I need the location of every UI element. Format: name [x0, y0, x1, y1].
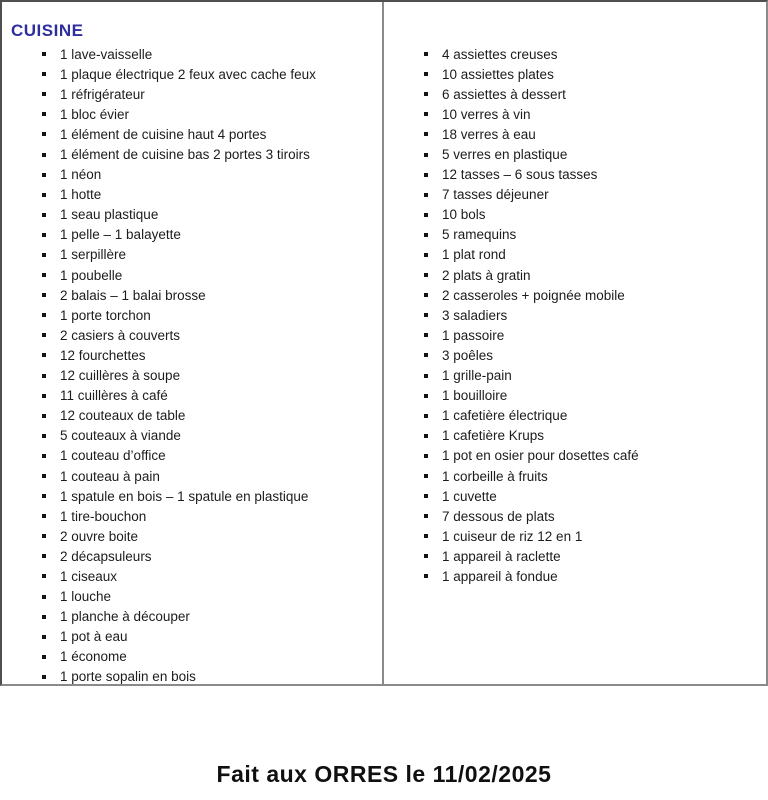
list-item: [2, 647, 382, 667]
list-item-text: 10 assiettes plates: [442, 66, 554, 82]
bullet-square-icon: [42, 635, 46, 639]
list-item: [2, 386, 382, 406]
list-item-text: 1 économe: [60, 649, 127, 665]
list-item-text: 12 couteaux de table: [60, 408, 186, 424]
bullet-square-icon: [42, 52, 46, 56]
bullet-square-icon: [424, 293, 428, 297]
list-item: [2, 325, 382, 345]
list-item: [384, 325, 766, 345]
list-item: [2, 466, 382, 486]
bullet-square-icon: [424, 72, 428, 76]
list-item: [384, 64, 766, 84]
bullet-square-icon: [424, 193, 428, 197]
list-item-text: 1 élément de cuisine bas 2 portes 3 tiroirs: [60, 147, 310, 163]
list-item-text: 1 plaque électrique 2 feux avec cache feux: [60, 66, 316, 82]
bullet-square-icon: [424, 273, 428, 277]
bullet-square-icon: [424, 414, 428, 418]
list-item-text: 10 verres à vin: [442, 106, 531, 122]
bullet-square-icon: [424, 374, 428, 378]
list-item: [384, 144, 766, 164]
list-item-text: 1 plat rond: [442, 247, 506, 263]
list-item-text: 1 cafetière électrique: [442, 408, 568, 424]
bullet-square-icon: [42, 233, 46, 237]
list-item: [384, 406, 766, 426]
bullet-square-icon: [424, 534, 428, 538]
inventory-column-right: [384, 2, 766, 684]
bullet-square-icon: [42, 313, 46, 317]
list-item: [384, 165, 766, 185]
bullet-square-icon: [42, 534, 46, 538]
kitchen-equipment-list: [2, 44, 382, 684]
list-item-text: 1 couteau à pain: [60, 468, 160, 484]
list-item: [384, 245, 766, 265]
list-item: [384, 486, 766, 506]
list-item: [2, 104, 382, 124]
list-item-text: 2 casiers à couverts: [60, 327, 181, 343]
list-item-text: 12 fourchettes: [60, 347, 146, 363]
list-item-text: 1 hotte: [60, 187, 102, 203]
list-item-text: 2 casseroles + poignée mobile: [442, 287, 625, 303]
list-item: [2, 305, 382, 325]
list-item: [2, 546, 382, 566]
list-item-text: 7 tasses déjeuner: [442, 187, 549, 203]
bullet-square-icon: [42, 655, 46, 659]
bullet-square-icon: [424, 554, 428, 558]
list-item: [384, 345, 766, 365]
list-item-text: 1 passoire: [442, 327, 505, 343]
bullet-square-icon: [424, 173, 428, 177]
bullet-square-icon: [424, 213, 428, 217]
bullet-square-icon: [42, 72, 46, 76]
list-item: [2, 144, 382, 164]
bullet-square-icon: [42, 675, 46, 679]
list-item-text: 1 pelle – 1 balayette: [60, 227, 181, 243]
list-item: [2, 526, 382, 546]
list-item: [2, 426, 382, 446]
bullet-square-icon: [42, 414, 46, 418]
bullet-square-icon: [42, 132, 46, 136]
list-item: [2, 185, 382, 205]
list-item-text: 5 couteaux à viande: [60, 428, 181, 444]
bullet-square-icon: [42, 92, 46, 96]
bullet-square-icon: [42, 253, 46, 257]
bullet-square-icon: [42, 554, 46, 558]
list-item-text: 1 pot à eau: [60, 629, 128, 645]
list-item: [2, 366, 382, 386]
list-item-text: 6 assiettes à dessert: [442, 86, 566, 102]
footer-date-line: Fait aux ORRES le 11/02/2025: [216, 761, 552, 787]
bullet-square-icon: [424, 153, 428, 157]
list-item-text: 1 réfrigérateur: [60, 86, 145, 102]
list-item-text: 2 ouvre boite: [60, 528, 139, 544]
list-item-text: 1 porte sopalin en bois: [60, 669, 196, 684]
list-item: [384, 366, 766, 386]
list-item: [384, 446, 766, 466]
bullet-square-icon: [42, 273, 46, 277]
bullet-square-icon: [42, 374, 46, 378]
list-item-text: 4 assiettes creuses: [442, 46, 558, 62]
bullet-square-icon: [42, 615, 46, 619]
list-item: [384, 265, 766, 285]
list-item: [2, 667, 382, 684]
list-item-text: 1 bloc évier: [60, 106, 130, 122]
list-item: [2, 506, 382, 526]
list-item-text: 1 bouilloire: [442, 388, 508, 404]
list-item: [2, 345, 382, 365]
list-item: [2, 285, 382, 305]
list-item: [2, 245, 382, 265]
bullet-square-icon: [424, 494, 428, 498]
list-item-text: 1 serpillère: [60, 247, 127, 263]
list-item-text: 7 dessous de plats: [442, 508, 555, 524]
list-item: [384, 305, 766, 325]
list-item: [2, 124, 382, 144]
bullet-square-icon: [42, 213, 46, 217]
list-item: [384, 386, 766, 406]
list-item-text: 1 néon: [60, 167, 102, 183]
list-item-text: 1 louche: [60, 589, 112, 605]
list-item: [2, 84, 382, 104]
list-item-text: 12 cuillères à soupe: [60, 368, 181, 384]
list-item-text: 1 planche à découper: [60, 609, 190, 625]
list-item: [2, 205, 382, 225]
list-item: [2, 446, 382, 466]
list-item-text: 1 pot en osier pour dosettes café: [442, 448, 639, 464]
list-item-text: 1 seau plastique: [60, 207, 159, 223]
bullet-square-icon: [42, 193, 46, 197]
bullet-square-icon: [424, 52, 428, 56]
list-item-text: 1 corbeille à fruits: [442, 468, 548, 484]
list-item: [384, 566, 766, 586]
list-item: [2, 225, 382, 245]
list-item: [384, 526, 766, 546]
list-item: [2, 627, 382, 647]
list-item: [2, 44, 382, 64]
bullet-square-icon: [424, 474, 428, 478]
list-item: [2, 406, 382, 426]
inventory-column-left: [2, 2, 384, 684]
list-item-text: 10 bols: [442, 207, 486, 223]
list-item-text: 1 cuvette: [442, 488, 497, 504]
bullet-square-icon: [424, 574, 428, 578]
bullet-square-icon: [42, 574, 46, 578]
bullet-square-icon: [42, 173, 46, 177]
list-item-text: 2 balais – 1 balai brosse: [60, 287, 206, 303]
bullet-square-icon: [424, 132, 428, 136]
bullet-square-icon: [424, 353, 428, 357]
list-item: [2, 587, 382, 607]
list-item: [2, 607, 382, 627]
bullet-square-icon: [42, 454, 46, 458]
list-item: [384, 124, 766, 144]
bullet-square-icon: [42, 434, 46, 438]
list-item-text: 1 spatule en bois – 1 spatule en plastique: [60, 488, 309, 504]
bullet-square-icon: [42, 293, 46, 297]
list-item-text: 1 lave-vaisselle: [60, 46, 153, 62]
bullet-square-icon: [42, 595, 46, 599]
list-item-text: 1 élément de cuisine haut 4 portes: [60, 126, 267, 142]
bullet-square-icon: [42, 353, 46, 357]
list-item-text: 5 verres en plastique: [442, 147, 568, 163]
list-item-text: 1 cafetière Krups: [442, 428, 545, 444]
bullet-square-icon: [424, 112, 428, 116]
list-item-text: 18 verres à eau: [442, 126, 536, 142]
list-item-text: 1 poubelle: [60, 267, 123, 283]
bullet-square-icon: [424, 514, 428, 518]
list-item-text: 1 porte torchon: [60, 307, 151, 323]
list-item-text: 5 ramequins: [442, 227, 517, 243]
list-item-text: 1 grille-pain: [442, 368, 512, 384]
list-item: [2, 265, 382, 285]
bullet-square-icon: [42, 333, 46, 337]
section-title: CUISINE: [11, 21, 84, 40]
bullet-square-icon: [424, 253, 428, 257]
bullet-square-icon: [424, 313, 428, 317]
list-item: [384, 84, 766, 104]
list-item-text: 3 saladiers: [442, 307, 508, 323]
list-item-text: 1 appareil à fondue: [442, 568, 558, 584]
list-item-text: 12 tasses – 6 sous tasses: [442, 167, 598, 183]
list-item-text: 3 poêles: [442, 347, 494, 363]
list-item: [2, 64, 382, 84]
list-item-text: 11 cuillères à café: [60, 388, 168, 404]
kitchen-tableware-list: [384, 44, 766, 587]
list-item-text: 2 plats à gratin: [442, 267, 531, 283]
list-item: [2, 566, 382, 586]
list-item: [384, 104, 766, 124]
list-item: [384, 225, 766, 245]
bullet-square-icon: [42, 112, 46, 116]
bullet-square-icon: [424, 92, 428, 96]
list-item: [384, 426, 766, 446]
bullet-square-icon: [424, 454, 428, 458]
list-item: [384, 185, 766, 205]
list-item-text: 1 appareil à raclette: [442, 548, 561, 564]
list-item-text: 1 ciseaux: [60, 568, 118, 584]
bullet-square-icon: [424, 333, 428, 337]
bullet-square-icon: [42, 494, 46, 498]
list-item: [384, 466, 766, 486]
bullet-square-icon: [42, 474, 46, 478]
bullet-square-icon: [42, 394, 46, 398]
list-item: [384, 205, 766, 225]
list-item: [384, 285, 766, 305]
list-item: [384, 546, 766, 566]
bullet-square-icon: [42, 153, 46, 157]
list-item: [2, 486, 382, 506]
list-item: [384, 44, 766, 64]
list-item-text: 1 tire-bouchon: [60, 508, 147, 524]
list-item: [384, 506, 766, 526]
list-item-text: 1 cuiseur de riz 12 en 1: [442, 528, 583, 544]
bullet-square-icon: [424, 233, 428, 237]
bullet-square-icon: [42, 514, 46, 518]
list-item: [2, 165, 382, 185]
list-item-text: 2 décapsuleurs: [60, 548, 152, 564]
bullet-square-icon: [424, 434, 428, 438]
list-item-text: 1 couteau d’office: [60, 448, 166, 464]
bullet-square-icon: [424, 394, 428, 398]
